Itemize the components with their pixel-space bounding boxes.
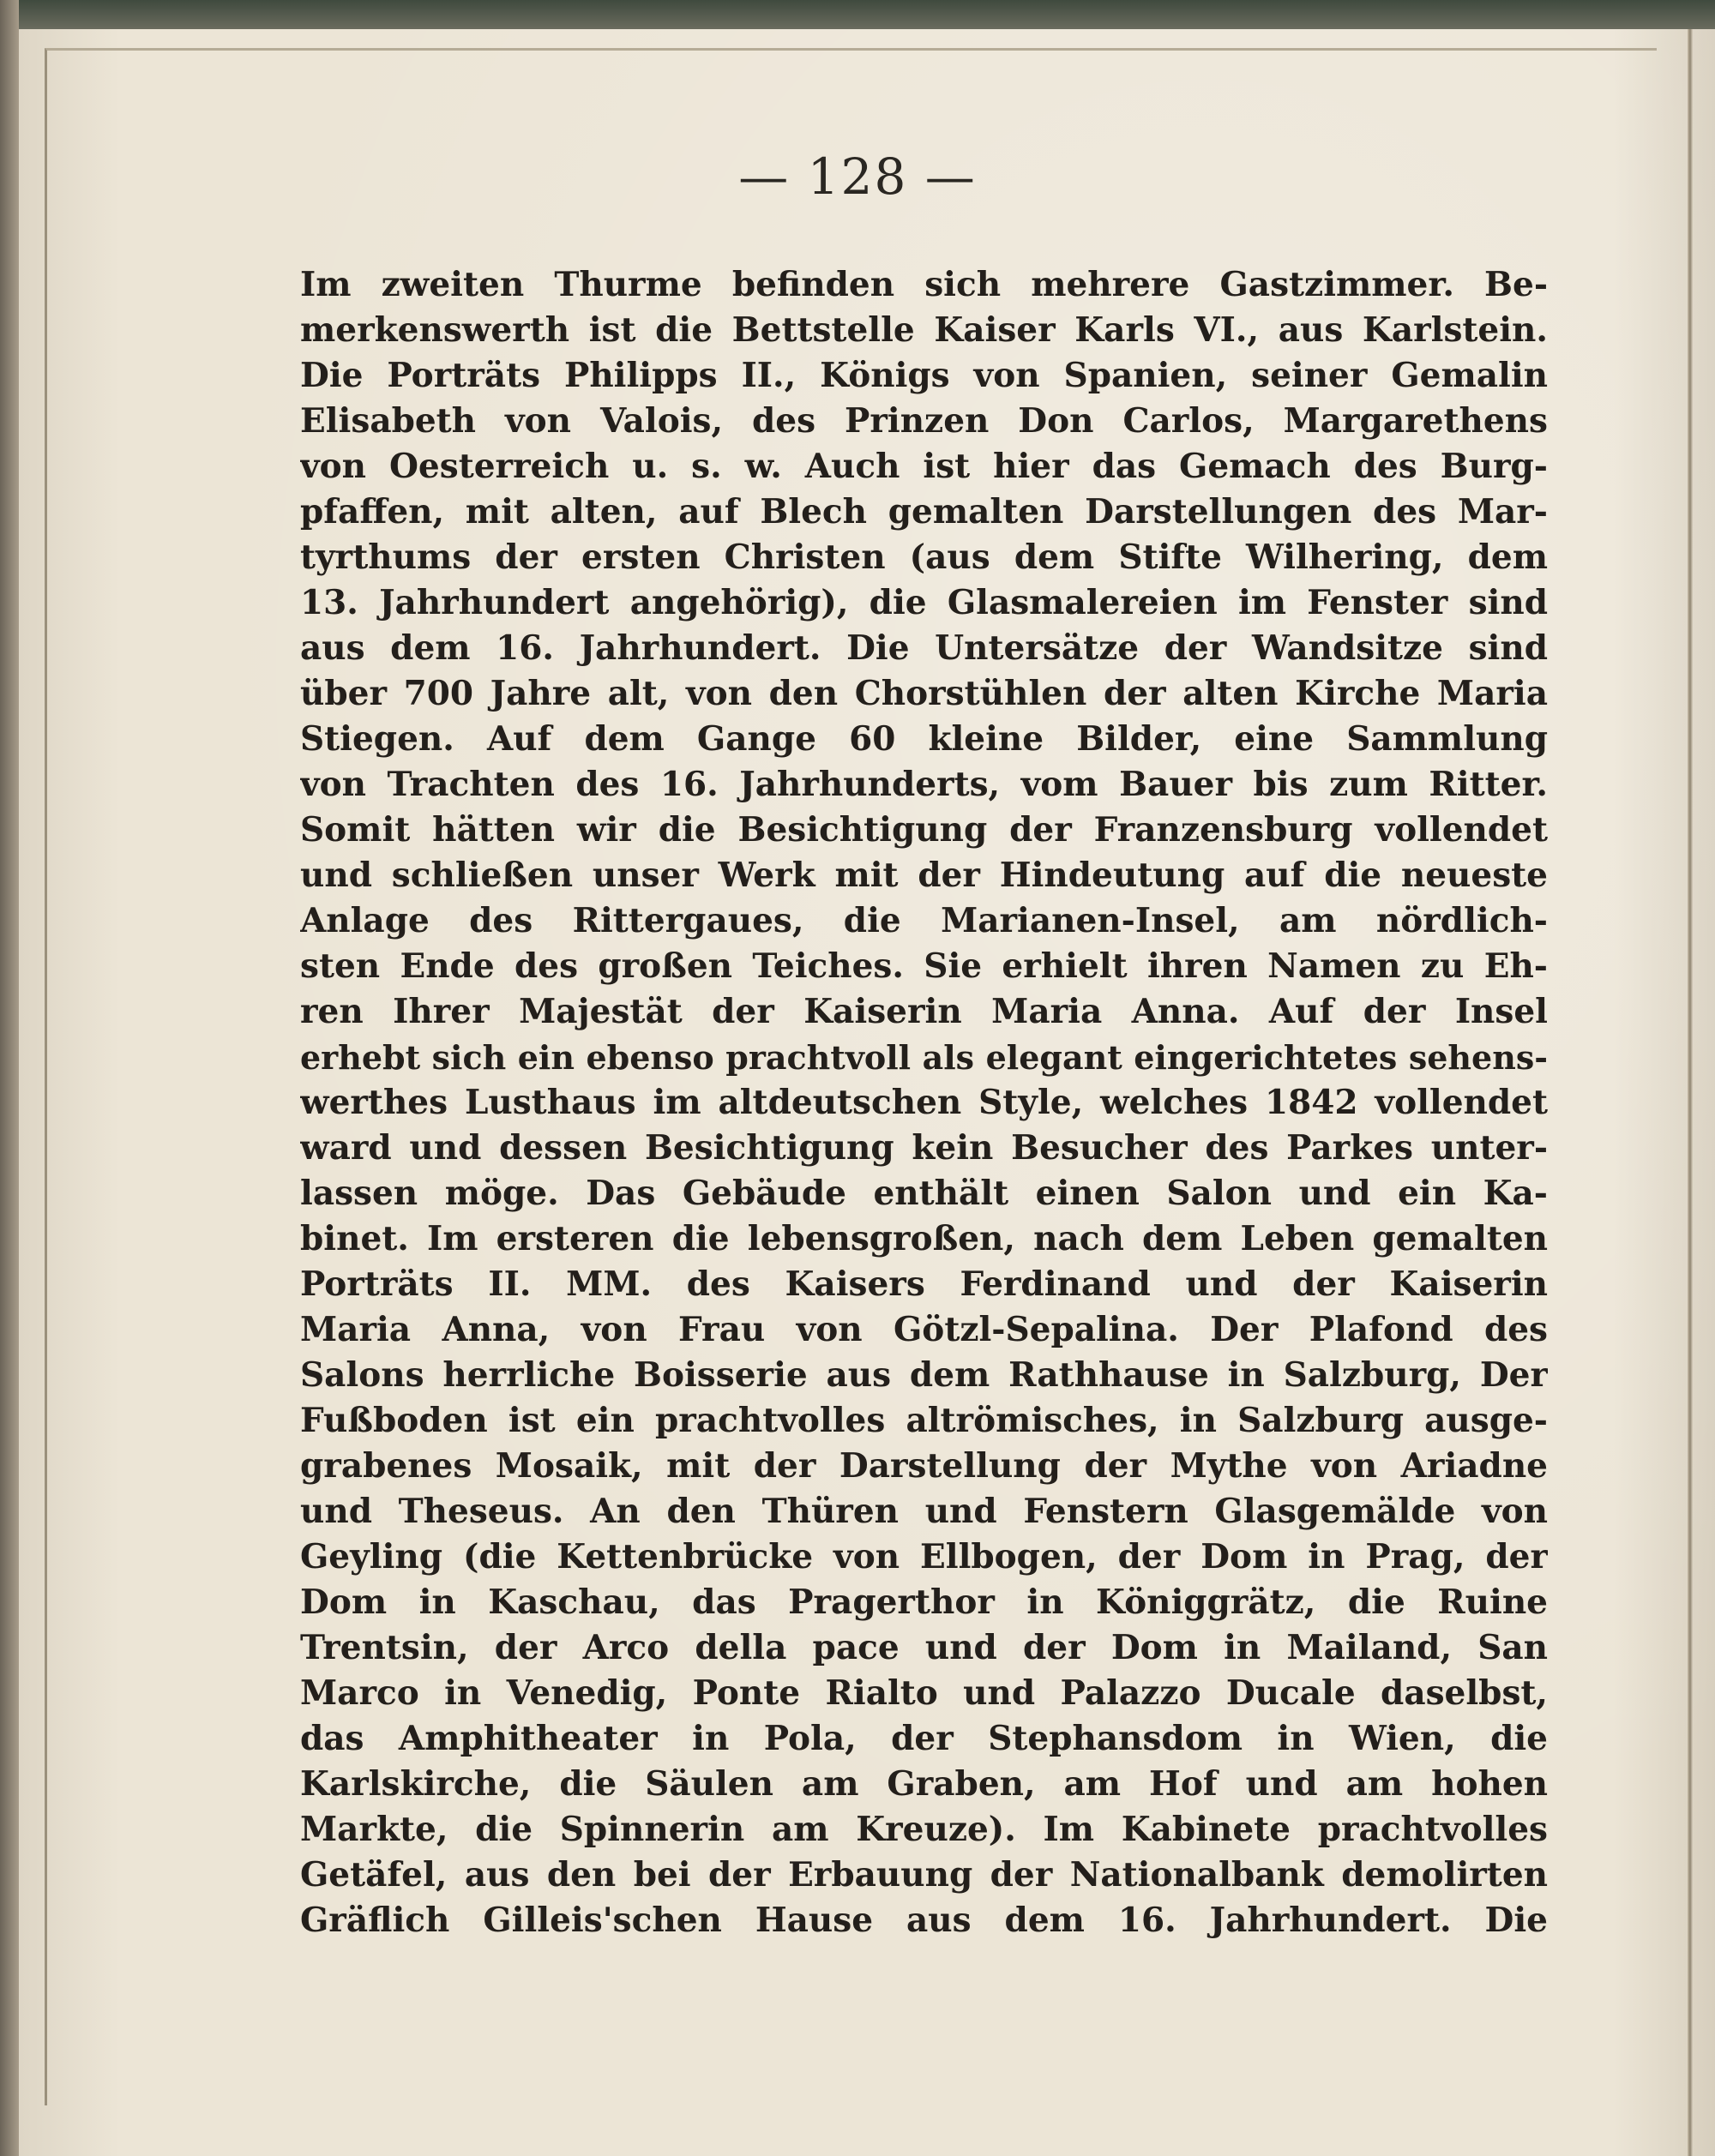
text-line: Im zweiten Thurme befinden sich mehrere Gastzimmer. Be- xyxy=(300,265,1548,304)
text-line: Markte, die Spinnerin am Kreuze). Im Kabinete prachtvolles xyxy=(300,1810,1548,1849)
text-line: Geyling (die Kettenbrücke von Ellbogen, der Dom in Prag, der xyxy=(300,1537,1548,1576)
text-line: binet. Im ersteren die lebensgroßen, nach dem Leben gemalten xyxy=(300,1219,1548,1258)
text-line: merkenswerth ist die Bettstelle Kaiser Karls VI., aus Karlstein. xyxy=(300,310,1548,350)
text-line: Karlskirche, die Säulen am Graben, am Hof und am hohen xyxy=(300,1764,1548,1804)
text-line: und schließen unser Werk mit der Hindeutung auf die neueste xyxy=(300,856,1548,895)
text-line: ward und dessen Besichtigung kein Besucher des Parkes unter- xyxy=(300,1128,1548,1168)
text-line: Fußboden ist ein prachtvolles altrömisches, in Salzburg ausge- xyxy=(300,1401,1548,1440)
text-line: Getäfel, aus den bei der Erbauung der Nationalbank demolirten xyxy=(300,1855,1548,1895)
text-line: über 700 Jahre alt, von den Chorstühlen der alten Kirche Maria xyxy=(300,674,1548,713)
text-line: Dom in Kaschau, das Pragerthor in Königgrätz, die Ruine xyxy=(300,1582,1548,1622)
text-line: von Trachten des 16. Jahrhunderts, vom Bauer bis zum Ritter. xyxy=(300,765,1548,804)
text-line: Somit hätten wir die Besichtigung der Franzensburg vollendet xyxy=(300,810,1548,850)
scanner-top-edge xyxy=(0,0,1715,29)
body-text xyxy=(300,262,1548,1943)
text-line: Maria Anna, von Frau von Götzl-Sepalina. Der Plafond des xyxy=(300,1310,1548,1349)
text-line: ren Ihrer Majestät der Kaiserin Maria Anna. Auf der Insel xyxy=(300,992,1548,1031)
text-line: werthes Lusthaus im altdeutschen Style, welches 1842 vollendet xyxy=(300,1083,1548,1122)
text-line: erhebt sich ein ebenso prachtvoll als elegant eingerichtetes sehens- xyxy=(300,1038,1548,1077)
text-line: Elisabeth von Valois, des Prinzen Don Carlos, Margarethens xyxy=(300,401,1548,441)
text-line: Salons herrliche Boisserie aus dem Rathhause in Salzburg, Der xyxy=(300,1355,1548,1395)
page-number: — 128 — xyxy=(738,147,977,206)
text-line: tyrthums der ersten Christen (aus dem Stifte Wilhering, dem xyxy=(300,537,1548,577)
text-line: Stiegen. Auf dem Gange 60 kleine Bilder, eine Sammlung xyxy=(300,719,1548,759)
text-line: das Amphitheater in Pola, der Stephansdom in Wien, die xyxy=(300,1719,1548,1758)
text-line: lassen möge. Das Gebäude enthält einen Salon und ein Ka- xyxy=(300,1174,1548,1213)
text-line: Trentsin, der Arco della pace und der Dom in Mailand, San xyxy=(300,1628,1548,1667)
text-line: 13. Jahrhundert angehörig), die Glasmalereien im Fenster sind xyxy=(300,583,1548,622)
text-line: Porträts II. MM. des Kaisers Ferdinand und der Kaiserin xyxy=(300,1264,1548,1304)
text-line: und Theseus. An den Thüren und Fenstern Glasgemälde von xyxy=(300,1492,1548,1531)
book-left-edge xyxy=(0,0,19,2156)
text-line: Die Porträts Philipps II., Königs von Spanien, seiner Gemalin xyxy=(300,356,1548,395)
text-line: grabenes Mosaik, mit der Darstellung der Mythe von Ariadne xyxy=(300,1446,1548,1486)
text-line: Marco in Venedig, Ponte Rialto und Palazzo Ducale daselbst, xyxy=(300,1673,1548,1713)
text-line: Anlage des Rittergaues, die Marianen-Insel, am nördlich- xyxy=(300,901,1548,940)
text-line: aus dem 16. Jahrhundert. Die Untersätze der Wandsitze sind xyxy=(300,628,1548,668)
text-line: von Oesterreich u. s. w. Auch ist hier das Gemach des Burg- xyxy=(300,447,1548,486)
text-line: sten Ende des großen Teiches. Sie erhielt ihren Namen zu Eh- xyxy=(300,946,1548,986)
text-line: Gräflich Gilleis'schen Hause aus dem 16. Jahrhundert. Die xyxy=(300,1901,1548,1940)
page-fold xyxy=(1688,29,1693,2156)
text-line: pfaffen, mit alten, auf Blech gemalten Darstellungen des Mar- xyxy=(300,492,1548,531)
